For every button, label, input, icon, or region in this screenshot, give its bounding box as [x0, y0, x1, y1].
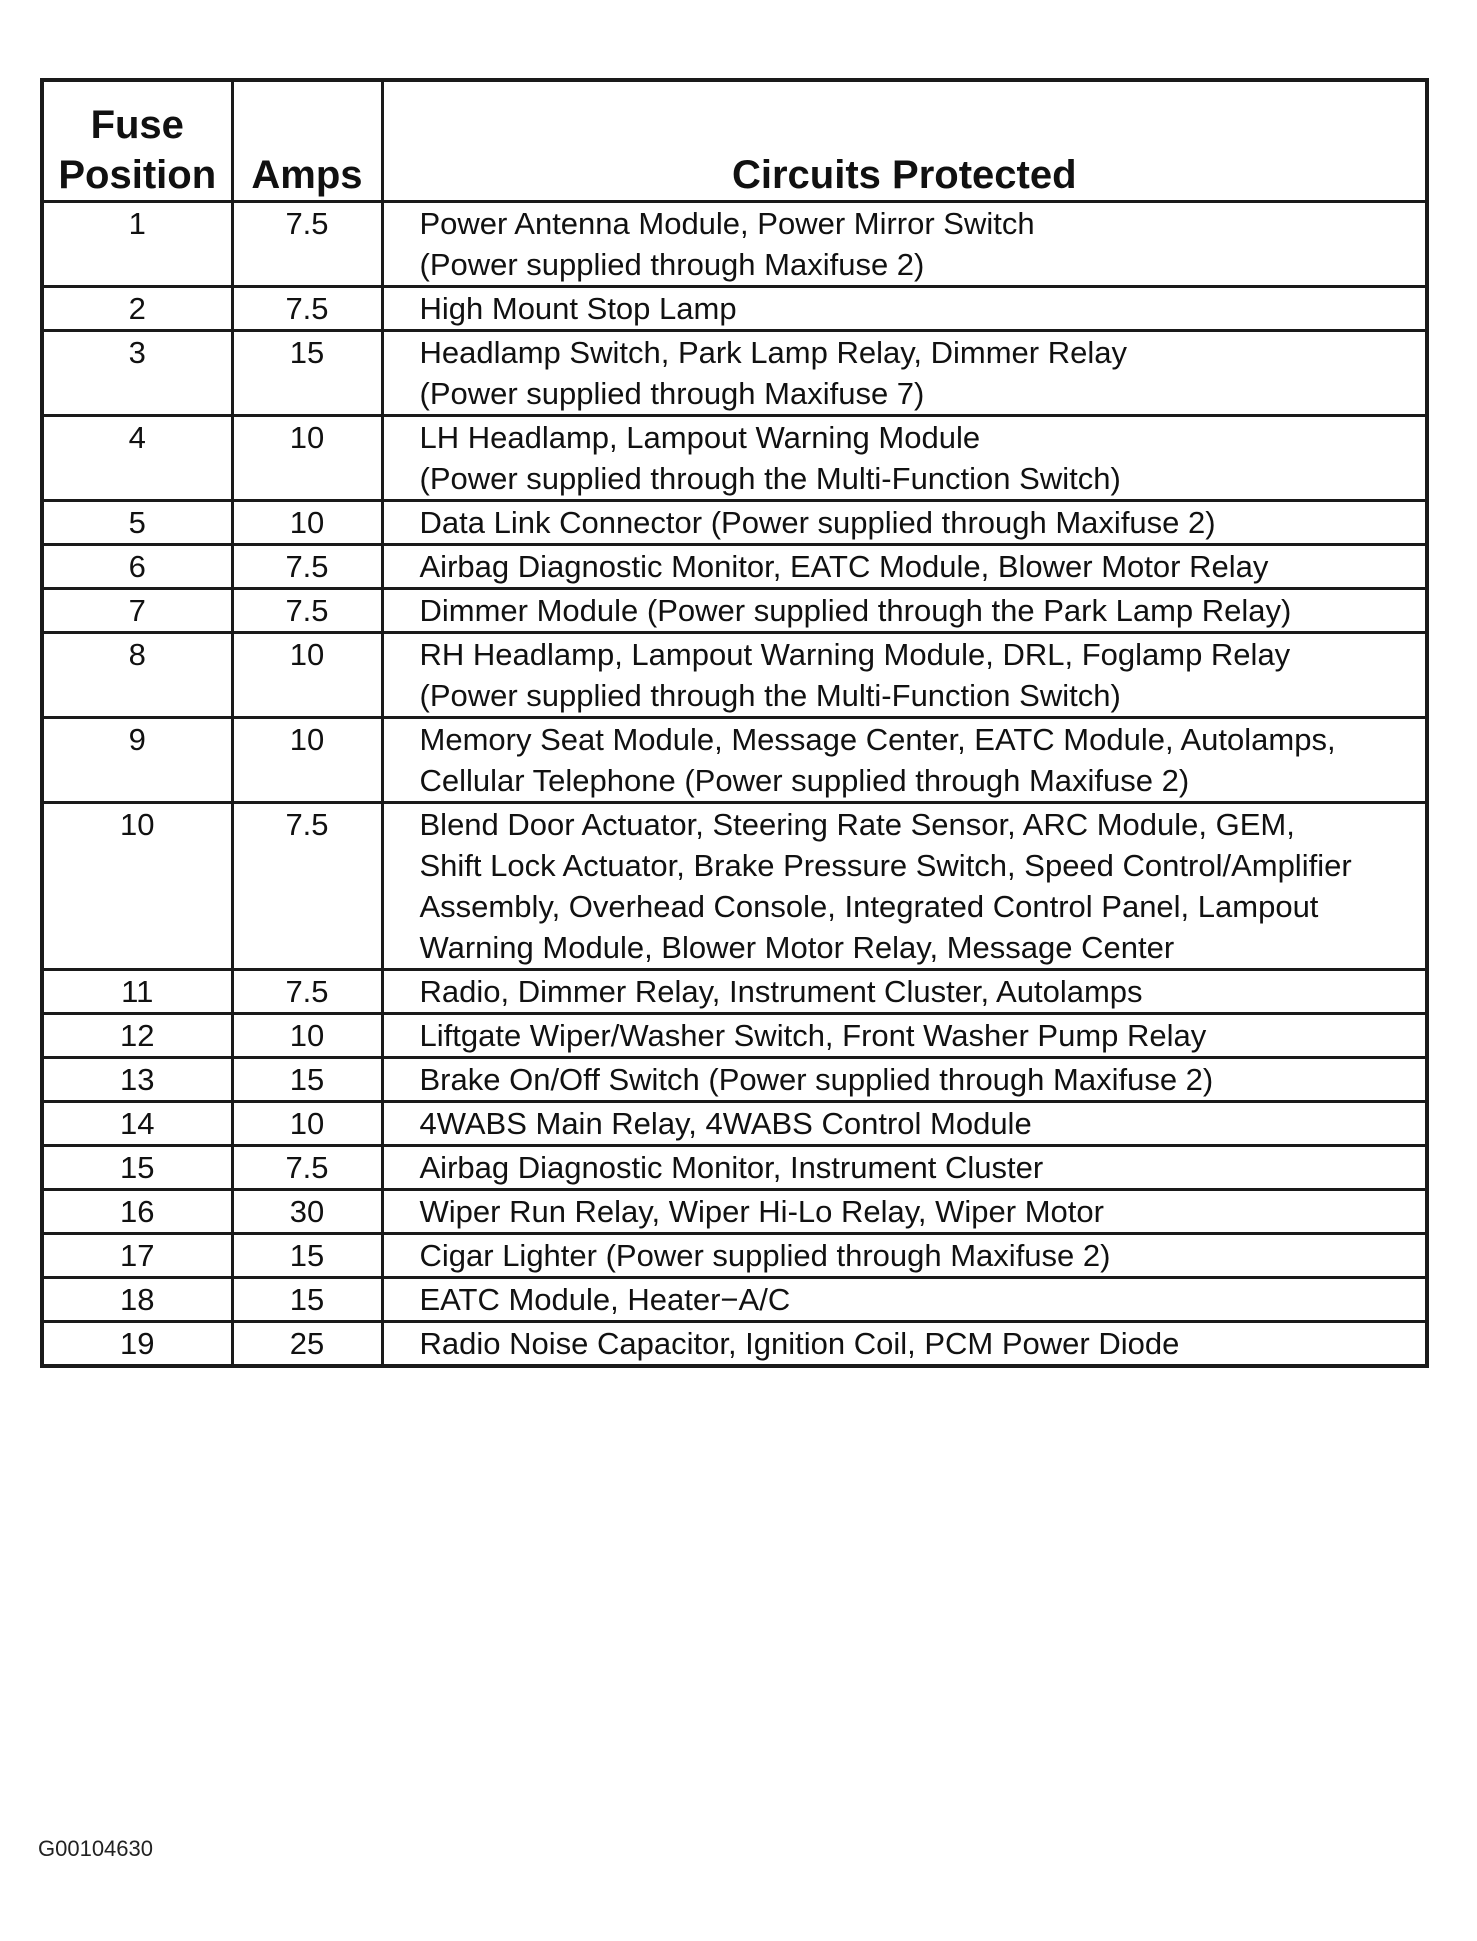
amps-cell: 25: [232, 1322, 382, 1367]
amps-cell: 10: [232, 718, 382, 803]
table-row: [42, 1190, 1427, 1234]
fuse-position-cell: 15: [42, 1146, 232, 1190]
table-row: [42, 416, 1427, 501]
table-row: [42, 331, 1427, 416]
table-row: [42, 287, 1427, 331]
table-row: [42, 803, 1427, 970]
circuits-protected-cell: Headlamp Switch, Park Lamp Relay, Dimmer Relay (Power supplied through Maxifuse 7): [382, 331, 1427, 416]
fuse-position-cell: 4: [42, 416, 232, 501]
amps-cell: 10: [232, 1014, 382, 1058]
amps-cell: 15: [232, 1058, 382, 1102]
header-fuse-position-line1: Fuse: [90, 103, 184, 147]
header-row: [42, 80, 1427, 202]
circuits-protected-cell: Radio Noise Capacitor, Ignition Coil, PCM Power Diode: [382, 1322, 1427, 1367]
amps-cell: 30: [232, 1190, 382, 1234]
table-row: [42, 545, 1427, 589]
circuits-protected-cell: Data Link Connector (Power supplied through Maxifuse 2): [382, 501, 1427, 545]
fuse-position-cell: 2: [42, 287, 232, 331]
circuits-protected-cell: Blend Door Actuator, Steering Rate Sensor, ARC Module, GEM, Shift Lock Actuator, Brake Pressure Switch, Speed Control/Amplifier Assembly, Overhead Console, Integrated Control Panel, Lampout Warning Module, Blower Motor Relay, Message Center: [382, 803, 1427, 970]
table-row: [42, 1278, 1427, 1322]
amps-cell: 7.5: [232, 589, 382, 633]
fuse-position-cell: 16: [42, 1190, 232, 1234]
amps-cell: 15: [232, 331, 382, 416]
table-row: [42, 1014, 1427, 1058]
circuits-protected-cell: Cigar Lighter (Power supplied through Maxifuse 2): [382, 1234, 1427, 1278]
amps-cell: 7.5: [232, 287, 382, 331]
header-fuse-position: [42, 80, 232, 202]
amps-cell: 15: [232, 1234, 382, 1278]
fuse-position-cell: 19: [42, 1322, 232, 1367]
fuse-position-cell: 8: [42, 633, 232, 718]
amps-cell: 10: [232, 633, 382, 718]
circuits-protected-cell: RH Headlamp, Lampout Warning Module, DRL, Foglamp Relay (Power supplied through the Multi-Function Switch): [382, 633, 1427, 718]
circuits-protected-cell: Radio, Dimmer Relay, Instrument Cluster, Autolamps: [382, 970, 1427, 1014]
amps-cell: 10: [232, 501, 382, 545]
amps-cell: 10: [232, 416, 382, 501]
fuse-position-cell: 7: [42, 589, 232, 633]
fuse-position-cell: 10: [42, 803, 232, 970]
table-row: [42, 970, 1427, 1014]
header-amps: Amps: [232, 80, 382, 202]
amps-cell: 15: [232, 1278, 382, 1322]
circuits-protected-cell: EATC Module, Heater−A/C: [382, 1278, 1427, 1322]
amps-cell: 7.5: [232, 202, 382, 287]
table-row: [42, 1234, 1427, 1278]
table-row: [42, 501, 1427, 545]
fuse-position-cell: 5: [42, 501, 232, 545]
fuse-table: [40, 78, 1429, 1368]
fuse-position-cell: 12: [42, 1014, 232, 1058]
amps-cell: 10: [232, 1102, 382, 1146]
header-circuits-protected: Circuits Protected: [382, 80, 1427, 202]
circuits-protected-cell: Memory Seat Module, Message Center, EATC Module, Autolamps, Cellular Telephone (Power supplied through Maxifuse 2): [382, 718, 1427, 803]
fuse-position-cell: 11: [42, 970, 232, 1014]
table-row: [42, 633, 1427, 718]
circuits-protected-cell: Airbag Diagnostic Monitor, EATC Module, Blower Motor Relay: [382, 545, 1427, 589]
table-row: [42, 1146, 1427, 1190]
circuits-protected-cell: Dimmer Module (Power supplied through the Park Lamp Relay): [382, 589, 1427, 633]
circuits-protected-cell: Brake On/Off Switch (Power supplied through Maxifuse 2): [382, 1058, 1427, 1102]
figure-reference-code: G00104630: [38, 1836, 153, 1861]
amps-cell: 7.5: [232, 1146, 382, 1190]
fuse-position-cell: 1: [42, 202, 232, 287]
amps-cell: 7.5: [232, 803, 382, 970]
circuits-protected-cell: 4WABS Main Relay, 4WABS Control Module: [382, 1102, 1427, 1146]
amps-cell: 7.5: [232, 970, 382, 1014]
fuse-position-cell: 17: [42, 1234, 232, 1278]
table-row: [42, 202, 1427, 287]
circuits-protected-cell: Wiper Run Relay, Wiper Hi-Lo Relay, Wiper Motor: [382, 1190, 1427, 1234]
circuits-protected-cell: Liftgate Wiper/Washer Switch, Front Washer Pump Relay: [382, 1014, 1427, 1058]
fuse-position-cell: 13: [42, 1058, 232, 1102]
header-fuse-position-line2: Position: [58, 153, 217, 197]
table-row: [42, 1058, 1427, 1102]
table-header: [42, 80, 1427, 202]
amps-cell: 7.5: [232, 545, 382, 589]
circuits-protected-cell: Power Antenna Module, Power Mirror Switch (Power supplied through Maxifuse 2): [382, 202, 1427, 287]
fuse-position-cell: 3: [42, 331, 232, 416]
table-body: [42, 202, 1427, 1367]
table-row: [42, 1322, 1427, 1367]
table-row: [42, 1102, 1427, 1146]
fuse-position-cell: 14: [42, 1102, 232, 1146]
fuse-position-cell: 18: [42, 1278, 232, 1322]
circuits-protected-cell: High Mount Stop Lamp: [382, 287, 1427, 331]
table-row: [42, 589, 1427, 633]
circuits-protected-cell: Airbag Diagnostic Monitor, Instrument Cluster: [382, 1146, 1427, 1190]
circuits-protected-cell: LH Headlamp, Lampout Warning Module (Power supplied through the Multi-Function Switch): [382, 416, 1427, 501]
table-row: [42, 718, 1427, 803]
fuse-position-cell: 9: [42, 718, 232, 803]
fuse-position-cell: 6: [42, 545, 232, 589]
